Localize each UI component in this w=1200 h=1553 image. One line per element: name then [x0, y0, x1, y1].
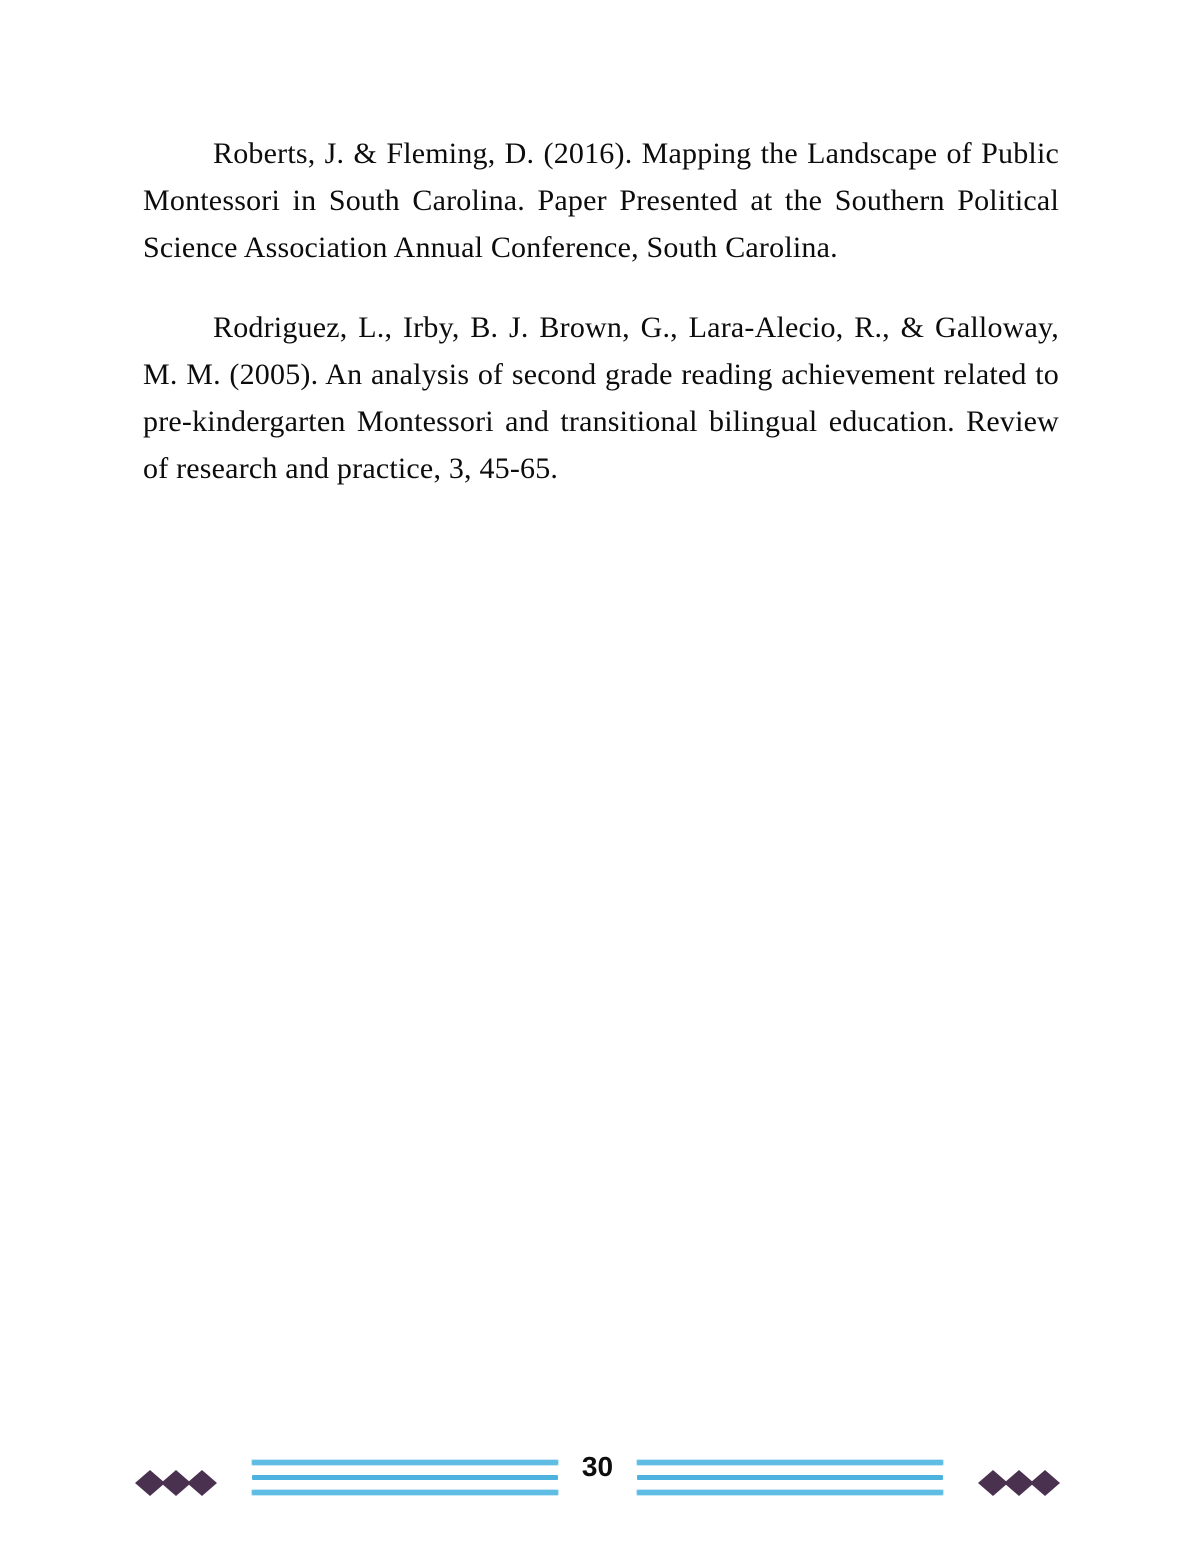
diamond-icon: [1030, 1470, 1060, 1496]
divider-line: [252, 1490, 558, 1495]
diamond-icon: [161, 1470, 191, 1496]
divider-line: [252, 1475, 558, 1480]
page-footer: [135, 1451, 1060, 1498]
footer-right-diamonds: [978, 1470, 1060, 1496]
diamond-icon: [978, 1470, 1008, 1496]
reference-entry: Roberts, J. & Fleming, D. (2016). Mapping the Landscape of Public Montessori in South Carolina. Paper Presented at the Southern Political Science Association Annual Conference, South Carolina.: [143, 137, 1059, 264]
divider-line: [637, 1490, 943, 1495]
diamond-icon: [135, 1470, 165, 1496]
references-section: [143, 130, 1059, 525]
divider-line: [637, 1475, 943, 1480]
page-number: 30: [581, 1451, 614, 1482]
diamond-icon: [187, 1470, 217, 1496]
diamond-icon: [1004, 1470, 1034, 1496]
divider-line: [637, 1460, 943, 1465]
footer-left-diamonds: [135, 1470, 217, 1496]
divider-line: [252, 1460, 558, 1465]
footer-right-rules: [637, 1460, 943, 1495]
footer-left-rules: [252, 1460, 558, 1495]
reference-entry: Rodriguez, L., Irby, B. J. Brown, G., Lara-Alecio, R., & Galloway, M. M. (2005). An analysis of second grade reading achievement related to pre-kindergarten Montessori and transitional bilingual education. Review of research and practice, 3, 45-65.: [143, 311, 1059, 485]
